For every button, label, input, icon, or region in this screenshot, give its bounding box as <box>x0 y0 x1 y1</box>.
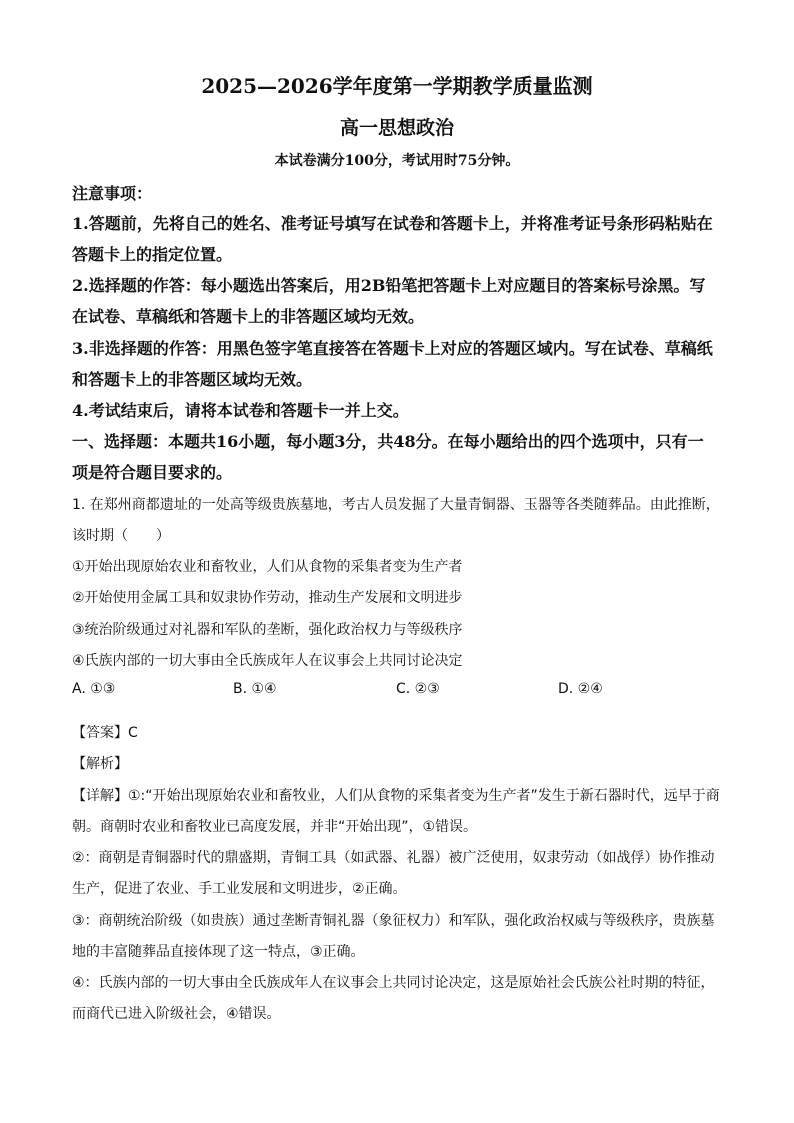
notice-line: 和答题卡上的非答题区域均无效。 <box>72 370 313 389</box>
analysis-line: 而商代已进入阶级社会，④错误。 <box>72 1006 281 1022</box>
section-heading-cont: 项是符合题目要求的。 <box>72 463 233 482</box>
analysis-line: 生产，促进了农业、手工业发展和文明进步，②正确。 <box>72 881 407 897</box>
question-stem: 1. 在郑州商都遗址的一处高等级贵族墓地，考古人员发掘了大量青铜器、玉器等各类随葬品。由此推断， <box>72 497 720 513</box>
option-a: A. ①③ <box>72 681 116 697</box>
question-item: ④氏族内部的一切大事由全氏族成年人在议事会上共同讨论决定 <box>72 653 463 669</box>
analysis-label: 【解析】 <box>72 756 128 772</box>
analysis-line: ③：商朝统治阶级（如贵族）通过垄断青铜礼器（象征权力）和军队，强化政治权威与等级秩序，贵族墓 <box>72 913 715 929</box>
notice-line: 4.考试结束后，请将本试卷和答题卡一并上交。 <box>72 401 409 420</box>
question-item: ①开始出现原始农业和畜牧业，人们从食物的采集者变为生产者 <box>72 559 463 575</box>
notice-line: 3.非选择题的作答：用黑色签字笔直接答在答题卡上对应的答题区域内。写在试卷、草稿纸 <box>72 339 713 358</box>
section-heading: 一、选择题：本题共16小题，每小题3分，共48分。在每小题给出的四个选项中，只有一 <box>72 432 704 451</box>
analysis-line: ④：氏族内部的一切大事由全氏族成年人在议事会上共同讨论决定，这是原始社会氏族公社时期的特征， <box>72 975 715 991</box>
analysis-line: 朝。商朝时农业和畜牧业已高度发展，并非“开始出现”，①错误。 <box>72 819 478 835</box>
question-stem-cont: 该时期（ ） <box>72 528 170 544</box>
analysis-line: 【详解】①:“开始出现原始农业和畜牧业，人们从食物的采集者变为生产者”发生于新石器时代，远早于商 <box>72 788 720 804</box>
exam-subject: 高一思想政治 <box>339 117 454 139</box>
question-item: ②开始使用金属工具和奴隶协作劳动，推动生产发展和文明进步 <box>72 590 463 606</box>
notice-line: 答题卡上的指定位置。 <box>72 245 233 264</box>
analysis-line: ②：商朝是青铜器时代的鼎盛期，青铜工具（如武器、礼器）被广泛使用，奴隶劳动（如战俘）协作推动 <box>72 850 715 866</box>
question-item: ③统治阶级通过对礼器和军队的垄断，强化政治权力与等级秩序 <box>72 622 463 638</box>
notice-heading: 注意事项： <box>72 184 153 203</box>
score-note: 本试卷满分100分，考试用时75分钟。 <box>274 153 520 169</box>
analysis-line: 地的丰富随葬品直接体现了这一特点，③正确。 <box>72 944 365 960</box>
notice-line: 在试卷、草稿纸和答题卡上的非答题区域均无效。 <box>72 307 425 326</box>
exam-title: 2025—2026学年度第一学期教学质量监测 <box>201 74 593 98</box>
notice-line: 2.选择题的作答：每小题选出答案后，用2B铅笔把答题卡上对应题目的答案标号涂黑。写 <box>72 276 706 295</box>
notice-line: 1.答题前，先将自己的姓名、准考证号填写在试卷和答题卡上，并将准考证号条形码粘贴在 <box>72 214 713 233</box>
answer-label: 【答案】C <box>72 725 138 741</box>
option-c: C. ②③ <box>396 681 440 697</box>
option-b: B. ①④ <box>233 681 277 697</box>
option-d: D. ②④ <box>558 681 603 697</box>
